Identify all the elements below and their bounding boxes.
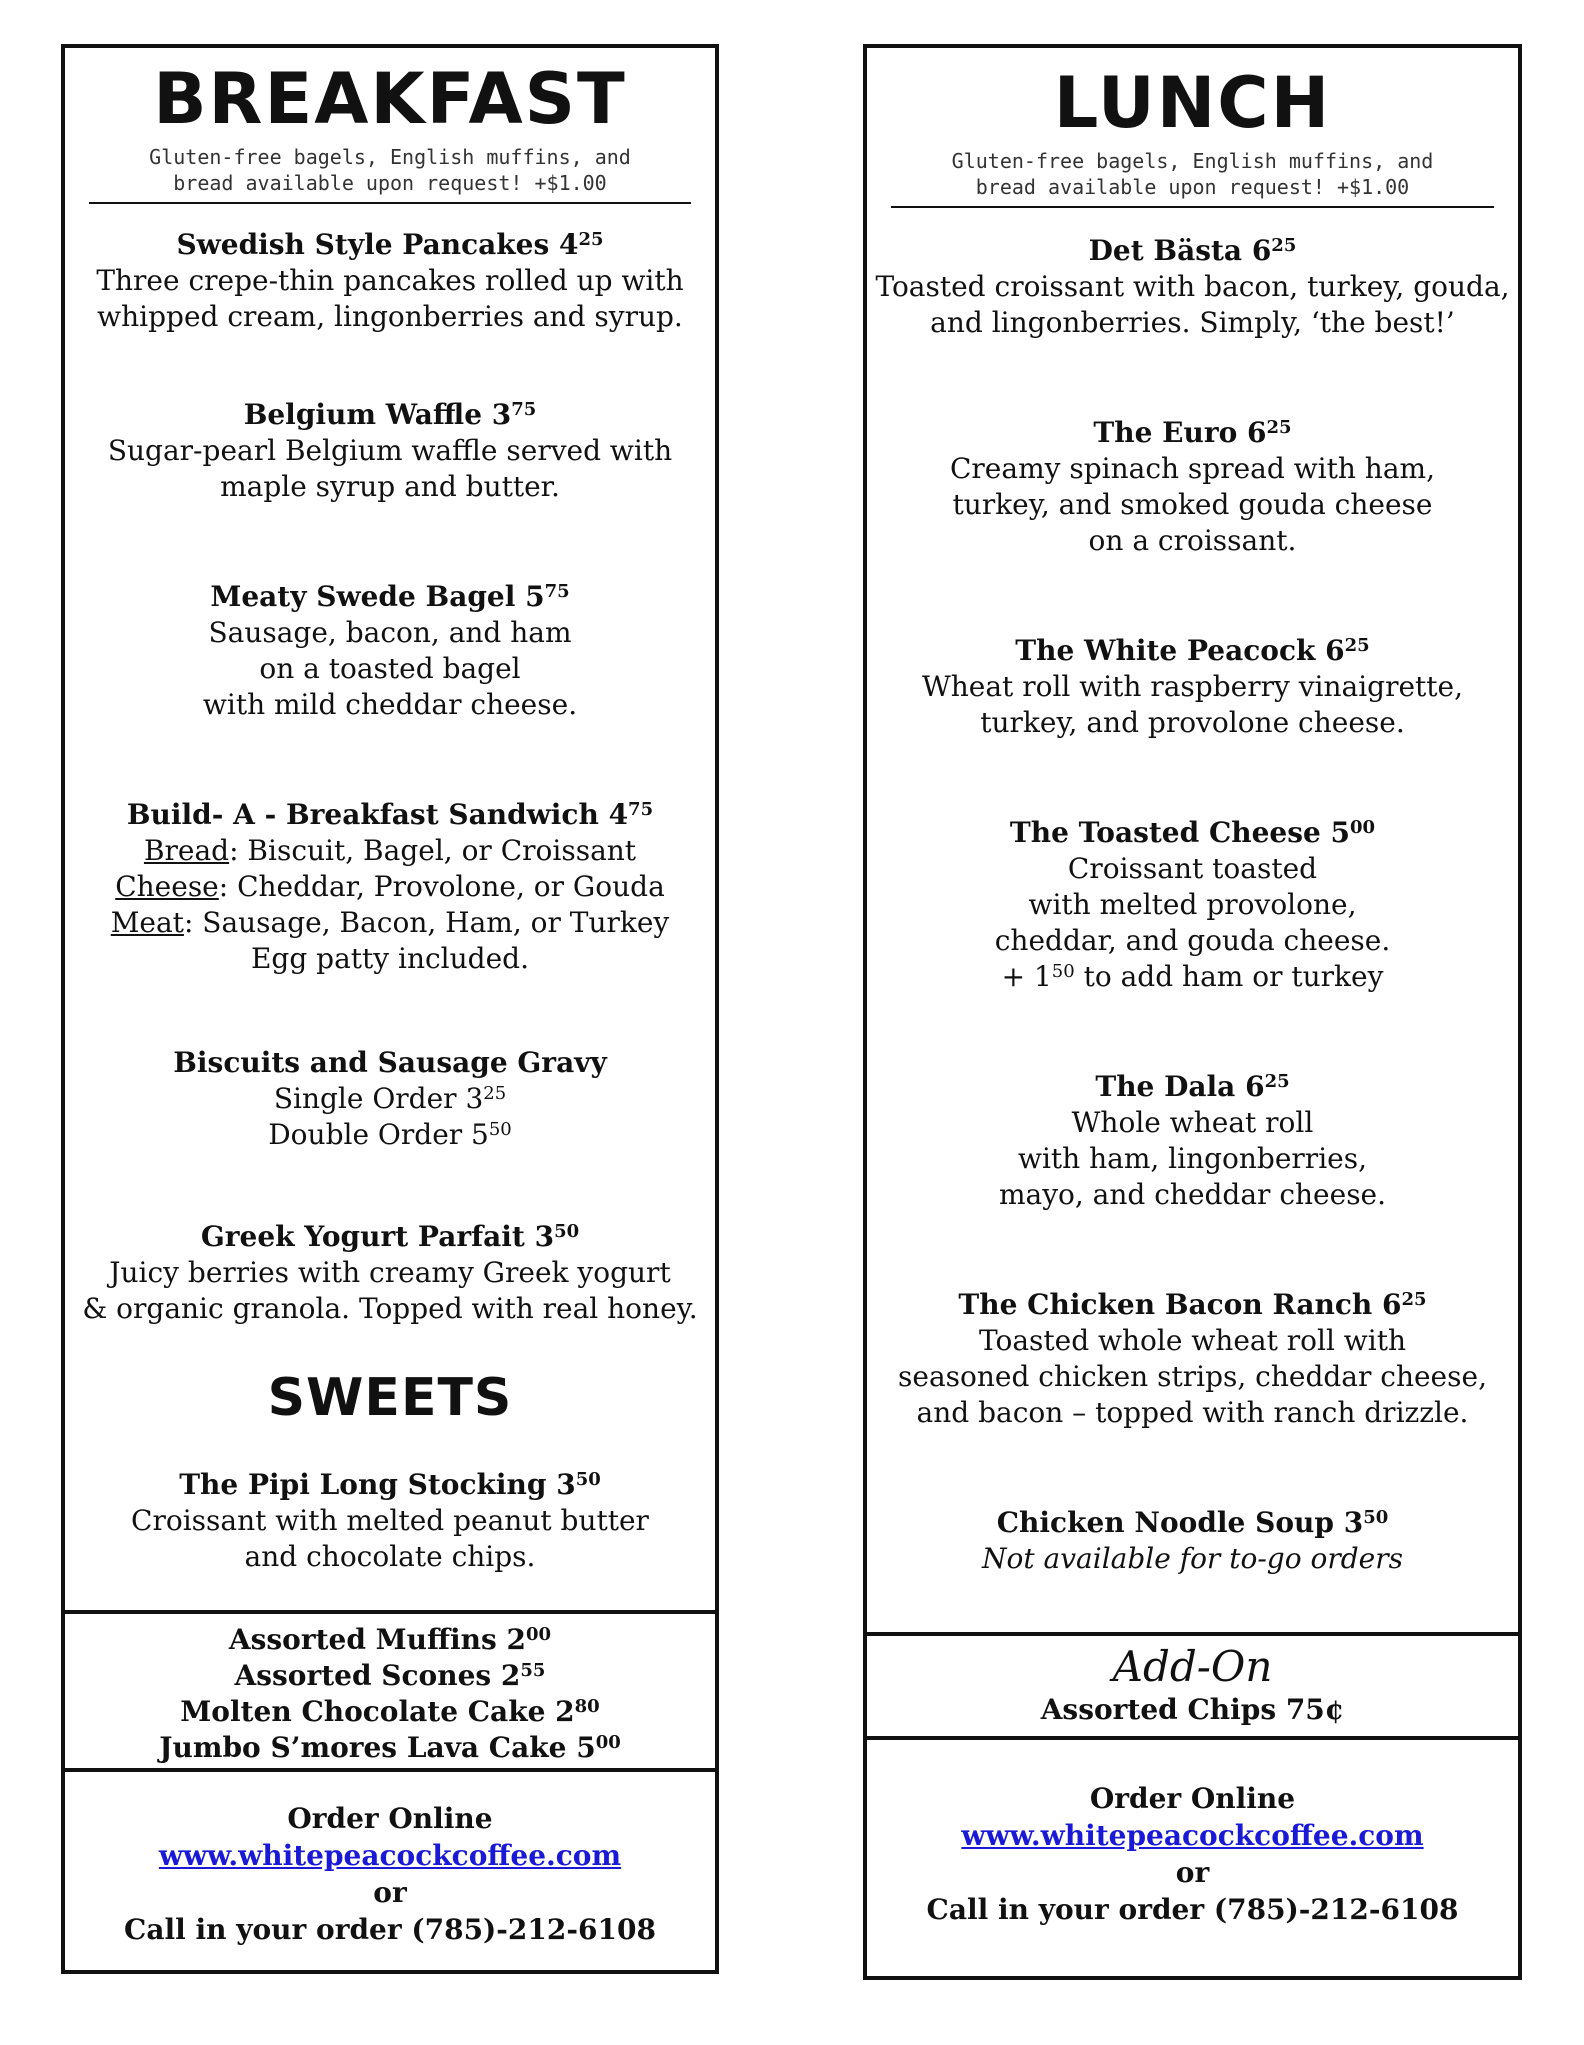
item-name: The White Peacock $6^{25}$	[1015, 634, 1370, 667]
item-option: Cheese: Cheddar, Provolone, or Gouda	[115, 870, 665, 903]
order-online-label: Order Online	[287, 1802, 493, 1835]
item-description: Sausage, bacon, and ham	[208, 616, 572, 649]
item-description: Creamy spinach spread with ham,	[950, 452, 1435, 485]
item-description: and bacon – topped with ranch drizzle.	[916, 1396, 1469, 1429]
item-description: Wheat roll with raspberry vinaigrette,	[921, 670, 1464, 703]
menu-item	[867, 814, 1518, 995]
order-online-label: Order Online	[1089, 1782, 1296, 1815]
lunch-addon-section	[867, 1632, 1518, 1736]
item-description: and chocolate chips.	[244, 1540, 536, 1573]
menu-item	[867, 232, 1518, 341]
order-phone-text: Call in your order (785)-212-6108	[124, 1913, 656, 1946]
addon-title: Add-On	[1112, 1642, 1273, 1691]
item-description: turkey, and smoked gouda cheese	[952, 488, 1433, 521]
item-name: Greek Yogurt Parfait $3^{50}$	[200, 1220, 580, 1253]
lunch-header	[867, 62, 1518, 208]
item-description: Juicy berries with creamy Greek yogurt	[109, 1256, 671, 1289]
item-description: seasoned chicken strips, cheddar cheese,	[898, 1360, 1487, 1393]
item-description: with ham, lingonberries,	[1017, 1142, 1367, 1175]
breakfast-header	[65, 58, 715, 204]
menu-item	[65, 396, 715, 505]
extra-item: Jumbo S’mores Lava Cake $5^{00}$	[159, 1731, 621, 1764]
item-option: Double Order $5^{50}$	[268, 1118, 512, 1151]
item-name: The Euro $6^{25}$	[1093, 416, 1292, 449]
item-description: with melted provolone,	[1028, 888, 1357, 921]
menu-item	[867, 1504, 1518, 1577]
item-option: Single Order $3^{25}$	[273, 1082, 507, 1115]
item-description: and lingonberries. Simply, ‘the best!’	[930, 306, 1455, 339]
addon-item: Assorted Chips 75¢	[1040, 1693, 1345, 1726]
order-or-text: or	[373, 1876, 407, 1909]
item-description: Whole wheat roll	[1071, 1106, 1314, 1139]
item-name: Swedish Style Pancakes $4^{25}$	[176, 228, 604, 261]
extra-item: Molten Chocolate Cake $2^{80}$	[180, 1695, 600, 1728]
item-name: The Chicken Bacon Ranch $6^{25}$	[958, 1288, 1427, 1321]
breakfast-header-rule	[89, 202, 691, 204]
extra-item: Assorted Muffins $2^{00}$	[228, 1623, 552, 1656]
item-name: The Dala $6^{25}$	[1095, 1070, 1290, 1103]
menu-item	[65, 578, 715, 723]
item-description: Three crepe-thin pancakes rolled up with	[96, 264, 684, 297]
lunch-note-line-1: Gluten-free bagels, English muffins, and	[951, 149, 1434, 173]
item-description: Croissant toasted	[1067, 852, 1318, 885]
menu-item	[867, 1068, 1518, 1213]
item-description: maple syrup and butter.	[220, 470, 560, 503]
item-description: on a croissant.	[1088, 524, 1297, 557]
lunch-header-rule	[891, 206, 1494, 208]
menu-item	[867, 1286, 1518, 1431]
menu-item	[65, 1218, 715, 1327]
lunch-note-line-2: bread available upon request! +$1.00	[975, 175, 1410, 199]
item-addon-note: + $1^{50}$ to add ham or turkey	[1001, 960, 1384, 993]
menu-item	[65, 1044, 715, 1153]
menu-item	[867, 632, 1518, 741]
item-description: mayo, and cheddar cheese.	[998, 1178, 1387, 1211]
item-description: & organic granola. Topped with real honey.	[82, 1292, 698, 1325]
item-description: with mild cheddar cheese.	[202, 688, 578, 721]
order-link-wrap	[65, 1837, 715, 1874]
breakfast-column	[61, 44, 719, 1974]
breakfast-note-line-1: Gluten-free bagels, English muffins, and	[149, 145, 631, 169]
item-description: Egg patty included.	[250, 942, 529, 975]
item-name: Det Bästa $6^{25}$	[1088, 234, 1297, 267]
item-name: Biscuits and Sausage Gravy	[173, 1046, 607, 1079]
breakfast-extras-section	[65, 1610, 715, 1768]
item-option: Meat: Sausage, Bacon, Ham, or Turkey	[110, 906, 670, 939]
menu-item	[867, 414, 1518, 559]
breakfast-title: BREAKFAST	[153, 58, 627, 140]
item-description: turkey, and provolone cheese.	[980, 706, 1405, 739]
lunch-title: LUNCH	[1053, 62, 1332, 144]
order-link-wrap	[867, 1817, 1518, 1854]
order-website-link[interactable]: www.whitepeacockcoffee.com	[158, 1839, 622, 1872]
breakfast-note-line-2: bread available upon request! +$1.00	[173, 171, 607, 195]
item-description: on a toasted bagel	[259, 652, 521, 685]
item-name: The Toasted Cheese $5^{00}$	[1009, 816, 1376, 849]
item-description: Toasted croissant with bacon, turkey, gouda,	[875, 270, 1510, 303]
menu-item	[65, 796, 715, 977]
lunch-order-section	[867, 1736, 1518, 1976]
item-description: whipped cream, lingonberries and syrup.	[97, 300, 683, 333]
sweets-title: SWEETS	[267, 1368, 513, 1428]
breakfast-order-section	[65, 1768, 715, 1970]
item-name: The Pipi Long Stocking $3^{50}$	[179, 1468, 601, 1501]
menu-item	[65, 1466, 715, 1575]
menu-item	[65, 226, 715, 335]
item-name: Meaty Swede Bagel $5^{75}$	[210, 580, 570, 613]
item-option: Bread: Biscuit, Bagel, or Croissant	[143, 834, 637, 867]
lunch-column	[863, 44, 1522, 1980]
item-description: Toasted whole wheat roll with	[978, 1324, 1407, 1357]
extra-item: Assorted Scones $2^{55}$	[234, 1659, 546, 1692]
item-description: cheddar, and gouda cheese.	[994, 924, 1391, 957]
item-name: Chicken Noodle Soup $3^{50}$	[996, 1506, 1389, 1539]
item-name: Build- A - Breakfast Sandwich $4^{75}$	[126, 798, 654, 831]
item-name: Belgium Waffle $3^{75}$	[243, 398, 537, 431]
order-or-text: or	[1175, 1856, 1210, 1889]
item-description: Croissant with melted peanut butter	[131, 1504, 649, 1537]
order-phone-text: Call in your order (785)-212-6108	[926, 1893, 1459, 1926]
item-description: Not available for to-go orders	[982, 1542, 1403, 1575]
lunch-main-section	[867, 48, 1518, 1632]
breakfast-main-section	[65, 48, 715, 1610]
order-website-link[interactable]: www.whitepeacockcoffee.com	[961, 1819, 1424, 1852]
item-description: Sugar-pearl Belgium waffle served with	[107, 434, 673, 467]
